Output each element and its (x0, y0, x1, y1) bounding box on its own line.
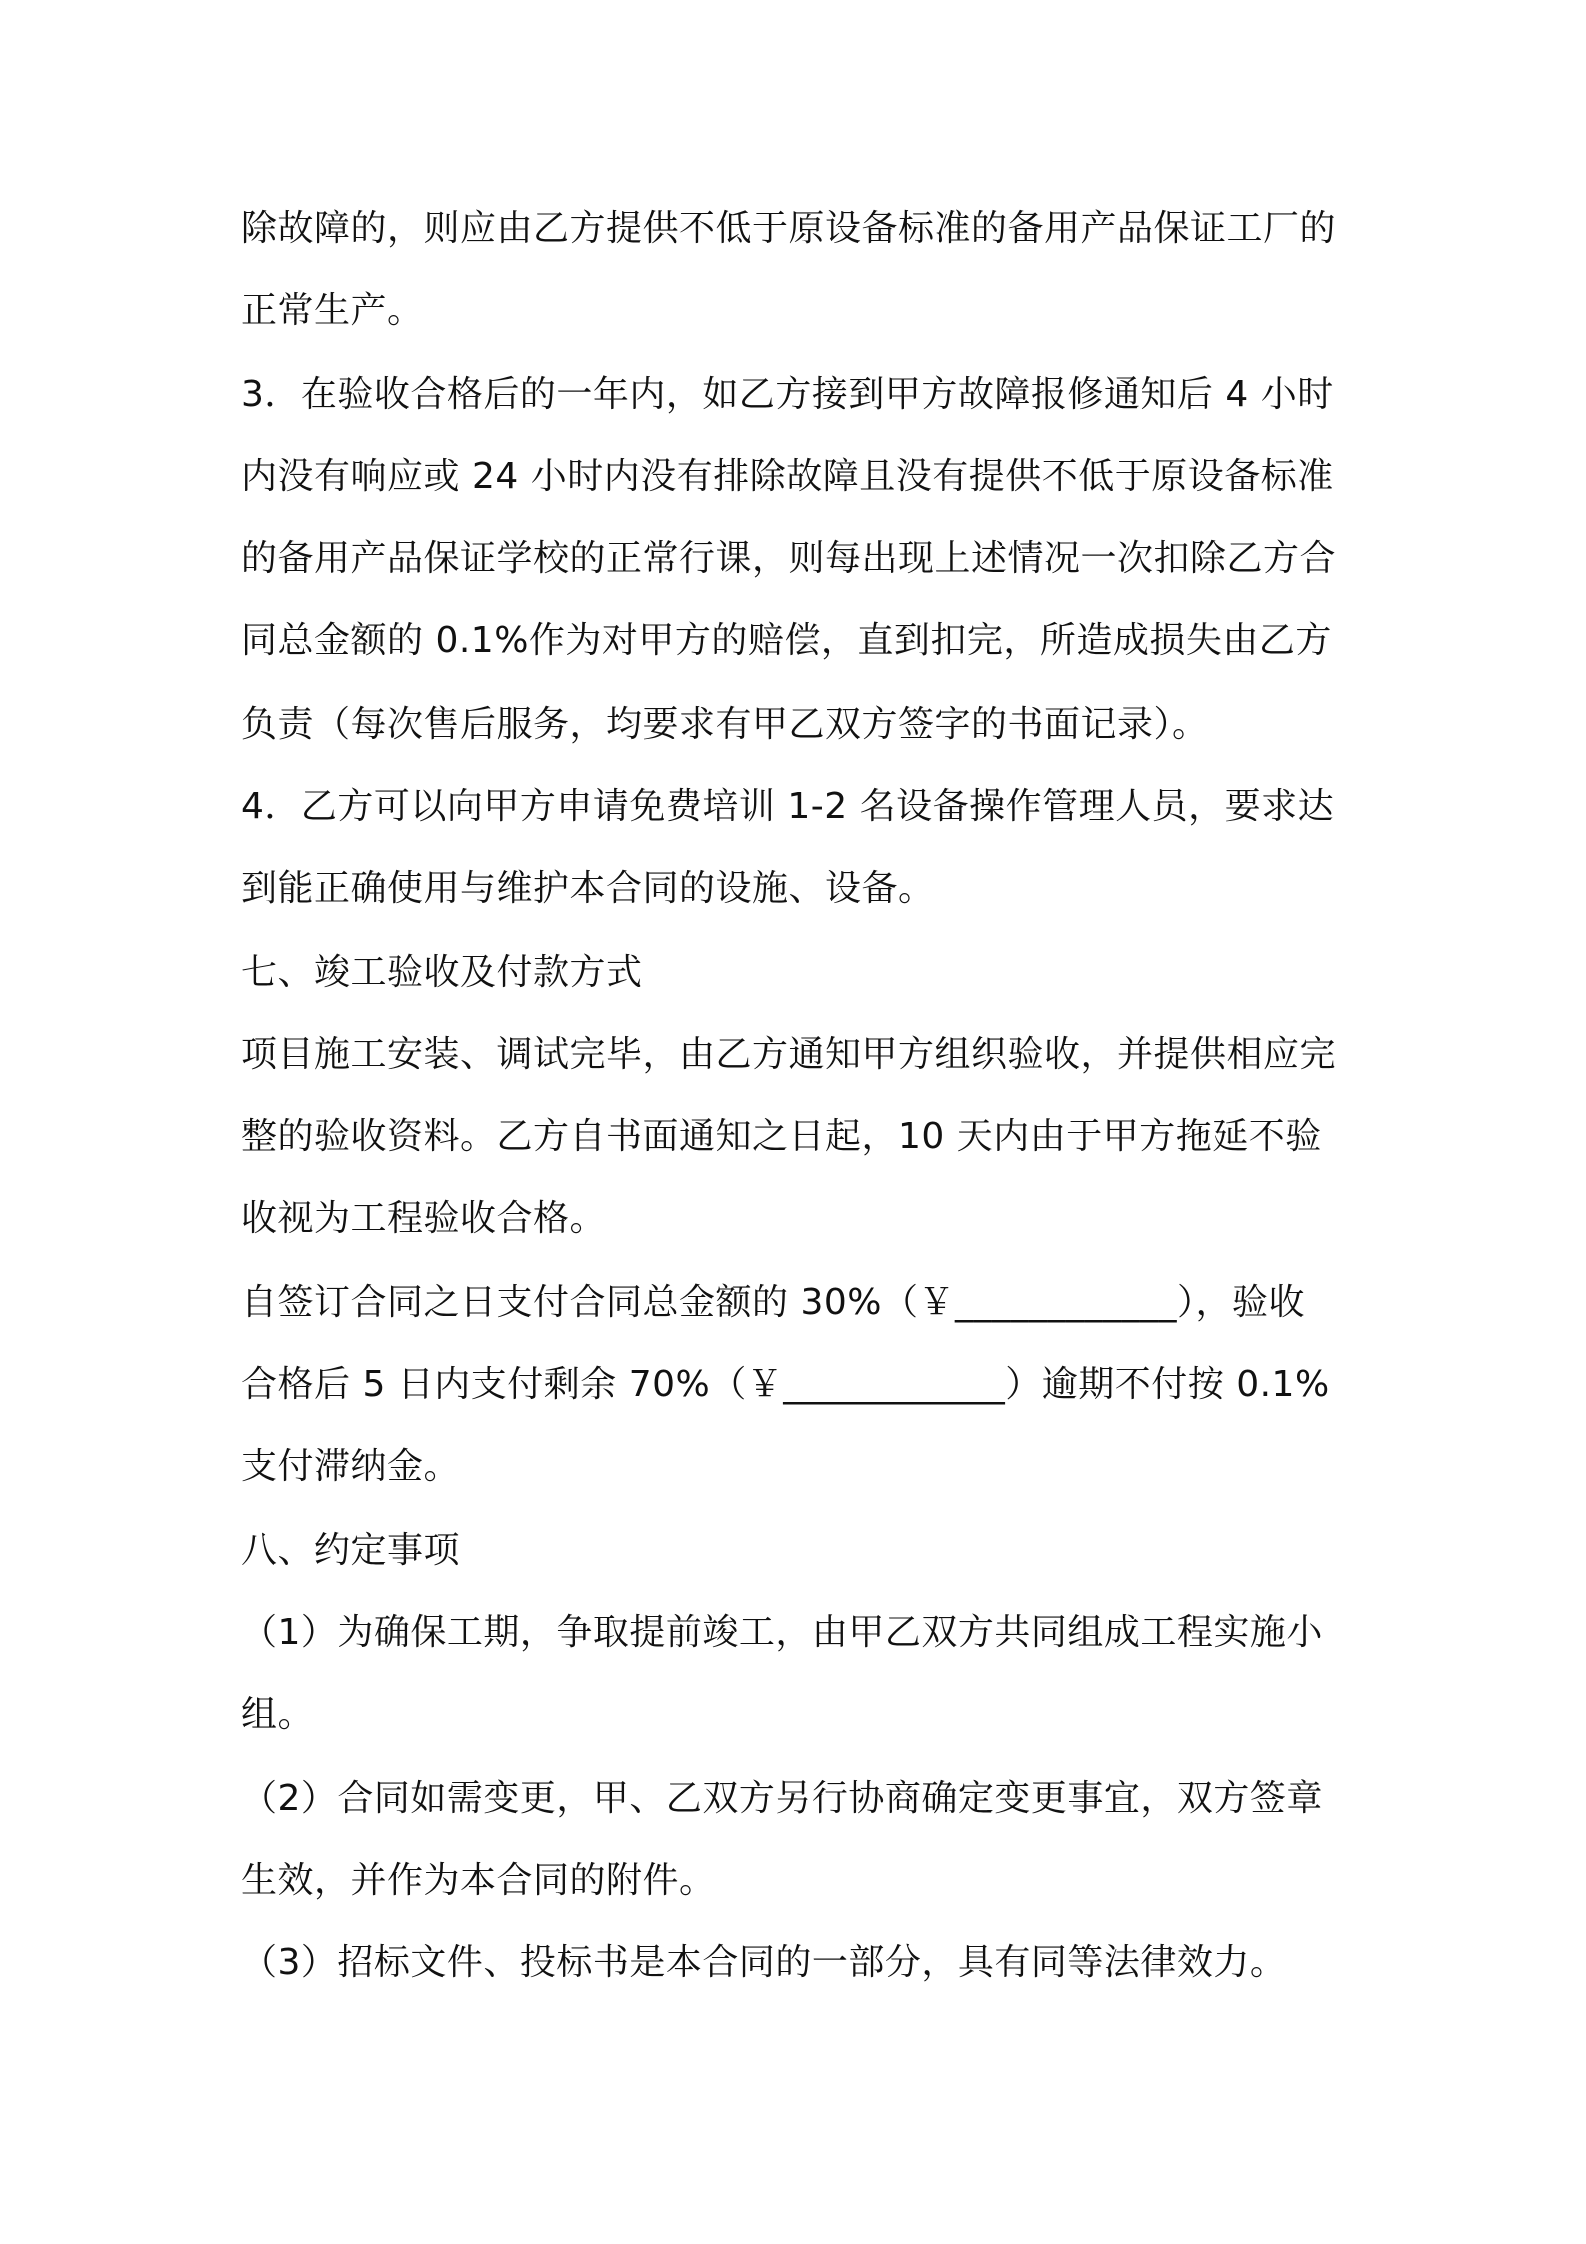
text-line: 除故障的，则应由乙方提供不低于原设备标准的备用产品保证工厂的 (241, 208, 1337, 249)
text-line: 项目施工安装、调试完毕，由乙方通知甲方组织验收，并提供相应完 (241, 1034, 1337, 1075)
text-line: 到能正确使用与维护本合同的设施、设备。 (241, 868, 935, 909)
text-line: 同总金额的 0.1%作为对甲方的赔偿，直到扣完，所造成损失由乙方 (241, 620, 1332, 661)
text-line: 4．乙方可以向甲方申请免费培训 1-2 名设备操作管理人员，要求达 (241, 786, 1335, 827)
text-line: （1）为确保工期，争取提前竣工，由甲乙双方共同组成工程实施小 (241, 1612, 1323, 1653)
text-line: 支付滞纳金。 (241, 1446, 461, 1487)
text-line: （3）招标文件、投标书是本合同的一部分，具有同等法律效力。 (241, 1942, 1287, 1983)
text-line: 组。 (241, 1694, 315, 1735)
text-line: 3．在验收合格后的一年内，如乙方接到甲方故障报修通知后 4 小时 (241, 374, 1334, 415)
text-line: 收视为工程验收合格。 (241, 1198, 607, 1239)
text-line: 整的验收资料。乙方自书面通知之日起，10 天内由于甲方拖延不验 (241, 1116, 1322, 1157)
text-line: 负责（每次售后服务，均要求有甲乙双方签字的书面记录）。 (241, 704, 1209, 745)
text-line: （2）合同如需变更，甲、乙双方另行协商确定变更事宜，双方签章 (241, 1778, 1323, 1819)
section-heading: 八、约定事项 (241, 1530, 461, 1571)
text-line: 的备用产品保证学校的正常行课，则每出现上述情况一次扣除乙方合 (241, 538, 1337, 579)
section-heading: 七、竣工验收及付款方式 (241, 952, 643, 993)
text-line: 合格后 5 日内支付剩余 70%（￥____________）逾期不付按 0.1% (241, 1364, 1330, 1405)
text-line: 内没有响应或 24 小时内没有排除故障且没有提供不低于原设备标准 (241, 456, 1334, 497)
text-line: 自签订合同之日支付合同总金额的 30%（￥____________），验收 (241, 1282, 1305, 1323)
text-line: 正常生产。 (241, 290, 424, 331)
text-line: 生效，并作为本合同的附件。 (241, 1860, 716, 1901)
